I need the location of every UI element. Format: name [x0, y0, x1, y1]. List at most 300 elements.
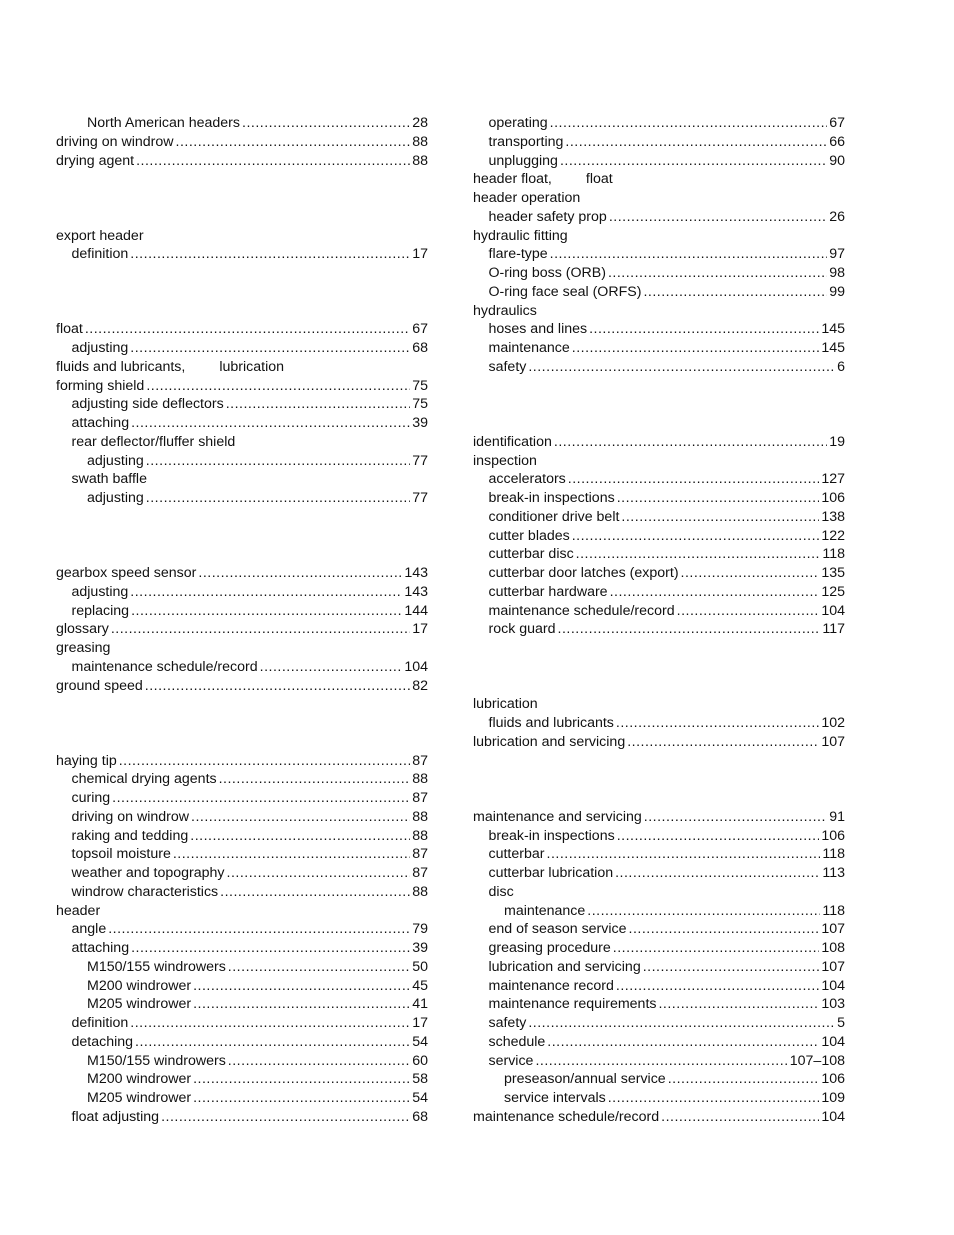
section-spacer: [56, 527, 428, 546]
entry-term: hoses and lines: [488, 321, 588, 338]
index-subentry: [473, 883, 845, 902]
section-spacer: [56, 545, 428, 564]
page-number-link[interactable]: 91: [829, 808, 845, 825]
entry-term: cutterbar hardware: [488, 583, 608, 600]
dot-leader: [111, 620, 410, 639]
index-entry: [56, 902, 428, 921]
index-subentry: [56, 995, 428, 1014]
dot-leader: [112, 789, 410, 808]
entry-term: identification: [473, 433, 552, 450]
page-number-link[interactable]: 87: [412, 846, 428, 863]
dot-leader: [190, 827, 410, 846]
entry-term: maintenance and servicing: [473, 808, 642, 825]
section-spacer: [473, 414, 845, 433]
page-number-link[interactable]: 103: [821, 996, 845, 1013]
index-subentry: [473, 245, 845, 264]
index-subentry: [56, 939, 428, 958]
entry-term: greasing procedure: [488, 940, 611, 956]
dot-leader: [119, 752, 410, 771]
page-number-link[interactable]: 28: [412, 115, 428, 131]
index-subentry: [56, 883, 428, 902]
entry-term: maintenance: [504, 902, 586, 919]
page-number-link[interactable]: 60: [412, 1052, 428, 1069]
index-subentry: [473, 358, 845, 377]
entry-term: driving on windrow: [71, 808, 189, 825]
dot-leader: [617, 489, 820, 508]
entry-term: disc: [488, 883, 514, 900]
dot-leader: [130, 245, 410, 264]
entry-term: float adjusting: [71, 1108, 160, 1125]
page-number-link[interactable]: 75: [412, 396, 428, 413]
index-subentry: [473, 264, 845, 283]
page-number-link[interactable]: 87: [412, 790, 428, 806]
index-subentry: [473, 283, 845, 302]
dot-leader: [554, 433, 827, 452]
index-entry: [473, 733, 845, 752]
entry-term: hydraulic fitting: [473, 227, 568, 244]
entry-term: topsoil moisture: [71, 846, 171, 863]
dot-leader: [131, 414, 410, 433]
index-entry: [56, 227, 428, 246]
entry-term: safety: [488, 1015, 527, 1031]
page-number-link[interactable]: 145: [821, 321, 845, 338]
index-subentry: [56, 1014, 428, 1033]
page-number-link[interactable]: 107: [821, 958, 845, 975]
entry-term: weather and topography: [71, 865, 225, 881]
entry-term: cutterbar: [488, 846, 545, 863]
page-number-link[interactable]: 104: [821, 1108, 845, 1125]
dot-leader: [668, 1070, 820, 1089]
entry-term: M150/155 windrowers: [87, 958, 226, 975]
index-subentry: [473, 545, 845, 564]
page-number-link[interactable]: 118: [822, 546, 845, 563]
page-number-link[interactable]: 50: [412, 958, 428, 975]
dot-leader: [677, 602, 820, 621]
index-subentry: [473, 864, 845, 883]
page-number-link[interactable]: 19: [829, 433, 845, 450]
index-subentry: [56, 114, 428, 133]
section-spacer: [56, 189, 428, 208]
entry-term: service: [488, 1052, 534, 1069]
index-subentry: [56, 658, 428, 677]
entry-term: header float,: [473, 171, 552, 188]
page-number-link[interactable]: 88: [412, 771, 428, 788]
entry-term: M150/155 windrowers: [87, 1052, 226, 1069]
dot-leader: [173, 845, 410, 864]
index-subentry: [473, 995, 845, 1014]
section-spacer: [56, 695, 428, 714]
index-entry: [56, 639, 428, 658]
dot-leader: [135, 1033, 410, 1052]
index-subentry: [56, 339, 428, 358]
index-subentry: [473, 714, 845, 733]
index-subentry: [56, 489, 428, 508]
dot-leader: [661, 1108, 819, 1127]
dot-leader: [547, 1033, 819, 1052]
cross-reference[interactable]: float: [585, 171, 613, 188]
entry-term: M205 windrower: [87, 996, 192, 1013]
entry-term: haying tip: [56, 752, 117, 769]
page-number-link[interactable]: 17: [412, 1015, 428, 1031]
entry-term: definition: [71, 1015, 129, 1031]
entry-term: gearbox speed sensor: [56, 565, 197, 581]
entry-term: maintenance schedule/record: [71, 658, 258, 675]
dot-leader: [146, 489, 410, 508]
section-spacer: [56, 283, 428, 302]
entry-term: drying agent: [56, 152, 135, 169]
dot-leader: [146, 452, 410, 471]
entry-term: curing: [71, 790, 111, 806]
section-spacer: [473, 677, 845, 696]
page-number-link[interactable]: 107: [821, 921, 845, 938]
page-number-link[interactable]: 5: [837, 1015, 845, 1031]
index-subentry: [56, 827, 428, 846]
page-number-link[interactable]: 122: [821, 527, 845, 544]
index-entry: [473, 1108, 845, 1127]
page-number-link[interactable]: 17: [412, 246, 428, 263]
index-entry: [56, 152, 428, 171]
page-number-link[interactable]: 138: [821, 508, 845, 525]
page-number-link[interactable]: 97: [829, 246, 845, 263]
entry-term: service intervals: [504, 1090, 606, 1106]
entry-term: hydraulics: [473, 302, 537, 319]
cross-reference[interactable]: lubrication: [219, 358, 285, 375]
section-spacer: [56, 733, 428, 752]
dot-leader: [108, 920, 410, 939]
entry-term: O-ring boss (ORB): [488, 265, 606, 281]
dot-leader: [658, 995, 819, 1014]
dot-leader: [568, 470, 820, 489]
entry-term: cutterbar door latches (export): [488, 565, 679, 581]
entry-term: conditioner drive belt: [488, 508, 620, 525]
index-entry: [473, 452, 845, 471]
entry-term: attaching: [71, 415, 130, 431]
dot-leader: [198, 564, 402, 583]
index-subentry: [473, 602, 845, 621]
page-number-link[interactable]: 106: [821, 1071, 845, 1088]
page-number-link[interactable]: 6: [837, 358, 845, 375]
index-entry: [56, 752, 428, 771]
dot-leader: [621, 508, 819, 527]
dot-leader: [242, 114, 410, 133]
dot-leader: [161, 1108, 410, 1127]
entry-term: rock guard: [488, 621, 556, 638]
index-subentry: [473, 583, 845, 602]
page-number-link[interactable]: 77: [412, 452, 428, 469]
entry-term: unplugging: [488, 152, 558, 169]
dot-leader: [146, 377, 410, 396]
index-subentry: [56, 958, 428, 977]
index-entry: [56, 564, 428, 583]
dot-leader: [609, 208, 827, 227]
dot-leader: [643, 283, 827, 302]
page-number-link[interactable]: 118: [822, 902, 845, 919]
entry-term: attaching: [71, 940, 130, 956]
index-entry: [473, 170, 845, 189]
entry-term: forming shield: [56, 377, 145, 394]
page-number-link[interactable]: 68: [412, 1108, 428, 1125]
index-subentry: [56, 789, 428, 808]
page-number-link[interactable]: 45: [412, 977, 428, 994]
entry-term: end of season service: [488, 921, 627, 938]
index-subentry: [473, 489, 845, 508]
dot-leader: [550, 114, 828, 133]
dot-leader: [193, 977, 410, 996]
dot-leader: [193, 1089, 410, 1108]
section-spacer: [473, 395, 845, 414]
index-entry: [56, 358, 428, 377]
dot-leader: [228, 1052, 410, 1071]
page-number-link[interactable]: 118: [822, 846, 845, 863]
index-entry: [473, 302, 845, 321]
page-number-link[interactable]: 87: [412, 865, 428, 881]
index-subentry: [473, 527, 845, 546]
dot-leader: [629, 920, 820, 939]
page-number-link[interactable]: 54: [412, 1033, 428, 1050]
dot-leader: [130, 583, 402, 602]
page-number-link[interactable]: 39: [412, 415, 428, 431]
index-subentry: [56, 1033, 428, 1052]
entry-term: cutterbar lubrication: [488, 865, 614, 881]
entry-term: greasing: [56, 640, 111, 656]
dot-leader: [219, 770, 411, 789]
index-subentry: [56, 583, 428, 602]
index-entry: [56, 620, 428, 639]
dot-leader: [643, 958, 820, 977]
page-number-link[interactable]: 68: [412, 340, 428, 356]
page-number-link[interactable]: 39: [412, 940, 428, 956]
index-subentry: [56, 808, 428, 827]
dot-leader: [131, 939, 410, 958]
section-spacer: [473, 789, 845, 808]
entry-term: maintenance schedule/record: [488, 602, 675, 619]
page-number-link[interactable]: 102: [821, 715, 845, 731]
page-number-link[interactable]: 67: [829, 115, 845, 131]
dot-leader: [644, 808, 827, 827]
entry-term: header safety prop: [488, 208, 607, 225]
section-spacer: [473, 752, 845, 771]
page-number-link[interactable]: 90: [829, 152, 845, 169]
dot-leader: [528, 1014, 835, 1033]
dot-leader: [220, 883, 410, 902]
page-number-link[interactable]: 77: [412, 490, 428, 506]
page-number-link[interactable]: 82: [412, 677, 428, 694]
entry-term: break-in inspections: [488, 490, 615, 506]
dot-leader: [193, 995, 410, 1014]
page-number-link[interactable]: 99: [829, 283, 845, 300]
page-number-link[interactable]: 54: [412, 1090, 428, 1106]
page-number-link[interactable]: 88: [412, 133, 428, 150]
section-spacer: [56, 714, 428, 733]
page-number-link[interactable]: 87: [412, 752, 428, 769]
section-spacer: [473, 639, 845, 658]
entry-term: inspection: [473, 452, 537, 469]
dot-leader: [227, 864, 411, 883]
index-entry: [56, 377, 428, 396]
entry-term: chemical drying agents: [71, 771, 217, 788]
entry-term: replacing: [71, 602, 130, 619]
dot-leader: [535, 1052, 787, 1071]
page-number-link[interactable]: 67: [412, 321, 428, 338]
dot-leader: [615, 864, 820, 883]
entry-term: fluids and lubricants: [488, 715, 614, 731]
index-subentry: [473, 320, 845, 339]
entry-term: operating: [488, 115, 548, 131]
index-entry: [473, 808, 845, 827]
entry-term: swath baffle: [71, 471, 147, 488]
index-entry: [56, 133, 428, 152]
section-spacer: [56, 208, 428, 227]
dot-leader: [616, 714, 819, 733]
index-subentry: [473, 845, 845, 864]
index-subentry: [56, 864, 428, 883]
dot-leader: [572, 527, 820, 546]
dot-leader: [550, 245, 828, 264]
index-subentry: [473, 564, 845, 583]
index-subentry: [473, 827, 845, 846]
page-number-link[interactable]: 98: [829, 265, 845, 281]
dot-leader: [565, 133, 827, 152]
page-number-link[interactable]: 88: [412, 827, 428, 844]
page-number-link[interactable]: 107–108: [789, 1052, 845, 1069]
entry-term: accelerators: [488, 471, 566, 488]
index-subentry: [473, 133, 845, 152]
entry-term: safety: [488, 358, 527, 375]
index-entry: [473, 227, 845, 246]
index-column-left: [56, 114, 428, 1127]
index-subentry: [56, 470, 428, 489]
dot-leader: [228, 958, 410, 977]
index-subentry: [473, 1052, 845, 1071]
entry-term: export header: [56, 227, 144, 244]
entry-term: O-ring face seal (ORFS): [488, 283, 642, 300]
entry-term: cutter blades: [488, 527, 570, 544]
section-spacer: [56, 508, 428, 527]
dot-leader: [572, 339, 820, 358]
page-number-link[interactable]: 108: [821, 940, 845, 956]
dot-leader: [608, 1089, 820, 1108]
index-subentry: [473, 114, 845, 133]
entry-term: adjusting side deflectors: [71, 396, 224, 413]
page-number-link[interactable]: 145: [821, 340, 845, 356]
entry-term: M200 windrower: [87, 977, 192, 994]
dot-leader: [85, 320, 410, 339]
page-number-link[interactable]: 66: [829, 133, 845, 150]
entry-term: cutterbar disc: [488, 546, 574, 563]
entry-term: definition: [71, 246, 129, 263]
index-subentry: [473, 508, 845, 527]
section-spacer: [473, 377, 845, 396]
page-number-link[interactable]: 88: [412, 152, 428, 169]
page-number-link[interactable]: 113: [822, 865, 845, 881]
index-subentry: [473, 339, 845, 358]
index-subentry: [473, 1070, 845, 1089]
dot-leader: [191, 808, 410, 827]
dot-leader: [560, 152, 827, 171]
entry-term: adjusting: [71, 583, 129, 600]
page-number-link[interactable]: 75: [412, 377, 428, 394]
page-number-link[interactable]: 109: [821, 1090, 845, 1106]
page-number-link[interactable]: 26: [829, 208, 845, 225]
page-number-link[interactable]: 41: [412, 996, 428, 1013]
entry-term: lubrication and servicing: [473, 733, 626, 750]
dot-leader: [681, 564, 820, 583]
index-subentry: [56, 452, 428, 471]
dot-leader: [176, 133, 411, 152]
dot-leader: [576, 545, 821, 564]
page-number-link[interactable]: 143: [404, 565, 428, 581]
page-number-link[interactable]: 117: [822, 621, 845, 638]
entry-term: maintenance requirements: [488, 996, 657, 1013]
dot-leader: [587, 902, 820, 921]
page-number-link[interactable]: 144: [404, 602, 428, 619]
index-column-right: [473, 114, 845, 1127]
page-number-link[interactable]: 125: [821, 583, 845, 600]
dot-leader: [136, 152, 410, 171]
section-spacer: [473, 658, 845, 677]
entry-term: schedule: [488, 1033, 546, 1050]
entry-term: raking and tedding: [71, 827, 189, 844]
page-number-link[interactable]: 106: [821, 490, 845, 506]
entry-term: adjusting: [71, 340, 129, 356]
index-subentry: [473, 977, 845, 996]
entry-term: angle: [71, 921, 107, 938]
entry-term: ground speed: [56, 677, 143, 694]
index-subentry: [473, 152, 845, 171]
index-subentry: [473, 958, 845, 977]
page-number-link[interactable]: 143: [404, 583, 428, 600]
page-number-link[interactable]: 58: [412, 1071, 428, 1088]
page-number-link[interactable]: 88: [412, 883, 428, 900]
index-subentry: [473, 208, 845, 227]
entry-term: fluids and lubricants,: [56, 358, 186, 375]
page-number-link[interactable]: 135: [821, 565, 845, 581]
index-subentry: [473, 1033, 845, 1052]
page-number-link[interactable]: 127: [821, 471, 845, 488]
dot-leader: [608, 264, 827, 283]
entry-term: M200 windrower: [87, 1071, 192, 1088]
page-number-link[interactable]: 17: [412, 621, 428, 638]
index-subentry: [473, 620, 845, 639]
page-number-link[interactable]: 79: [412, 921, 428, 938]
index-subentry: [56, 845, 428, 864]
page-number-link[interactable]: 104: [404, 658, 428, 675]
entry-term: maintenance: [488, 340, 570, 356]
dot-leader: [589, 320, 819, 339]
page-number-link[interactable]: 104: [821, 602, 845, 619]
page-number-link[interactable]: 104: [821, 977, 845, 994]
entry-term: preseason/annual service: [504, 1071, 666, 1088]
entry-term: flare-type: [488, 246, 548, 263]
dot-leader: [528, 358, 835, 377]
entry-term: rear deflector/fluffer shield: [71, 433, 236, 450]
page-number-link[interactable]: 104: [821, 1033, 845, 1050]
dot-leader: [130, 1014, 410, 1033]
section-spacer: [56, 264, 428, 283]
entry-term: float: [56, 321, 83, 338]
dot-leader: [558, 620, 821, 639]
index-subentry: [56, 920, 428, 939]
entry-term: transporting: [488, 133, 564, 150]
dot-leader: [627, 733, 819, 752]
page-number-link[interactable]: 107: [821, 733, 845, 750]
dot-leader: [547, 845, 821, 864]
page-number-link[interactable]: 106: [821, 827, 845, 844]
index-subentry: [473, 470, 845, 489]
page-number-link[interactable]: 88: [412, 808, 428, 825]
entry-term: windrow characteristics: [71, 883, 219, 900]
dot-leader: [193, 1070, 410, 1089]
